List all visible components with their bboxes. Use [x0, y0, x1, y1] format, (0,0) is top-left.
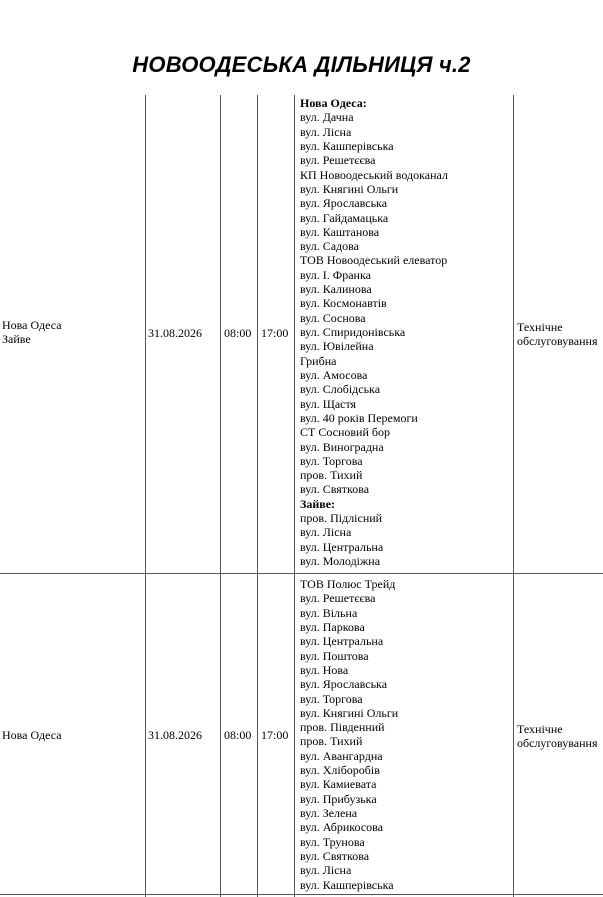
- settlement-cell: [2, 728, 62, 742]
- street-item: вул. Калинова: [300, 282, 372, 297]
- street-item: пров. Південний: [300, 720, 385, 735]
- street-item: вул. Паркова: [300, 619, 365, 634]
- street-item: вул. Прибузька: [300, 791, 377, 806]
- work-type-cell: [517, 320, 598, 349]
- street-item: вул. Амосова: [300, 367, 368, 382]
- date-cell: 31.08.2026: [148, 326, 202, 340]
- street-item: вул. Лісна: [300, 525, 352, 540]
- street-item: вул. Слобідська: [300, 382, 381, 397]
- street-item: вул. Кашперівська: [300, 138, 394, 153]
- street-item: вул. Виноградна: [300, 439, 384, 454]
- street-item: пров. Підлісний: [300, 511, 383, 526]
- street-item: ТОВ Полюс Трейд: [300, 577, 396, 591]
- street-item: вул. Вільна: [300, 605, 358, 620]
- street-item: вул. Ярославська: [300, 677, 388, 692]
- street-item: вул. Соснова: [300, 310, 366, 325]
- street-item: вул. Авангардна: [300, 748, 383, 763]
- settlement-name: Зайве: [2, 332, 31, 347]
- street-item: СТ Сосновий бор: [300, 425, 390, 440]
- settlement-name: Нова Одеса: [2, 728, 62, 742]
- column-border: [145, 95, 146, 897]
- street-item: вул. Лісна: [300, 863, 352, 878]
- street-item: вул. Щастя: [300, 396, 357, 411]
- street-item: вул. Нова: [300, 662, 349, 677]
- settlement-name: Нова Одеса: [2, 318, 62, 332]
- street-item: вул. Торгова: [300, 453, 363, 468]
- street-item: вул. Княгині Ольги: [300, 181, 399, 196]
- street-item: вул. Зелена: [300, 806, 358, 820]
- work-type-label: обслуговування: [517, 334, 598, 349]
- column-border: [513, 95, 514, 897]
- street-item: вул. Центральна: [300, 539, 384, 554]
- streets-list: [300, 96, 448, 568]
- time-start-cell: 08:00: [224, 326, 252, 340]
- streets-list: [300, 577, 398, 892]
- street-item: вул. І. Франка: [300, 267, 371, 282]
- street-item: вул. Святкова: [300, 482, 370, 497]
- street-item: пров. Тихий: [300, 734, 363, 749]
- time-end-cell: 17:00: [261, 728, 289, 742]
- street-item: вул. Торгова: [300, 691, 363, 706]
- street-item: вул. Центральна: [300, 634, 384, 649]
- street-item: Зайве:: [300, 496, 336, 511]
- street-item: вул. Садова: [300, 239, 359, 254]
- street-item: вул. Кашперівська: [300, 877, 394, 892]
- column-border: [257, 95, 258, 897]
- street-item: вул. 40 років Перемоги: [300, 410, 418, 425]
- street-item: вул. Каштанова: [300, 224, 380, 239]
- street-item: ТОВ Новоодеський елеватор: [300, 253, 448, 268]
- street-item: вул. Княгині Ольги: [300, 705, 399, 720]
- work-type-label: Технічне: [517, 722, 563, 736]
- column-border: [220, 95, 221, 897]
- time-end-cell: 17:00: [261, 326, 289, 340]
- street-item: вул. Ювілейна: [300, 339, 374, 354]
- street-item: вул. Дачна: [300, 110, 354, 125]
- street-item: вул. Трунова: [300, 834, 365, 849]
- street-item: вул. Космонавтів: [300, 296, 387, 311]
- street-item: вул. Решетєєва: [300, 153, 376, 168]
- time-start-cell: 08:00: [224, 728, 252, 742]
- street-item: вул. Абрикосова: [300, 820, 383, 835]
- schedule-table: [0, 95, 603, 897]
- street-item: Нова Одеса:: [300, 96, 367, 110]
- street-item: пров. Тихий: [300, 468, 363, 483]
- street-item: КП Новоодеський водоканал: [300, 167, 448, 182]
- street-item: Грибна: [300, 353, 337, 368]
- street-item: вул. Ярославська: [300, 196, 388, 211]
- work-type-cell: [517, 722, 598, 751]
- street-item: вул. Гайдамацька: [300, 210, 389, 225]
- settlement-cell: [2, 318, 62, 347]
- work-type-label: обслуговування: [517, 736, 598, 751]
- street-item: вул. Спиридонівська: [300, 325, 406, 339]
- work-type-label: Технічне: [517, 320, 563, 334]
- column-border: [294, 95, 295, 897]
- street-item: вул. Молодіжна: [300, 554, 381, 568]
- street-item: вул. Лісна: [300, 124, 352, 139]
- street-item: вул. Камиевата: [300, 777, 377, 792]
- street-item: вул. Решетєєва: [300, 591, 376, 606]
- street-item: вул. Хліборобів: [300, 763, 380, 778]
- date-cell: 31.08.2026: [148, 728, 202, 742]
- page-title: НОВООДЕСЬКА ДІЛЬНИЦЯ ч.2: [132, 52, 471, 77]
- street-item: вул. Святкова: [300, 848, 370, 863]
- street-item: вул. Поштова: [300, 648, 369, 663]
